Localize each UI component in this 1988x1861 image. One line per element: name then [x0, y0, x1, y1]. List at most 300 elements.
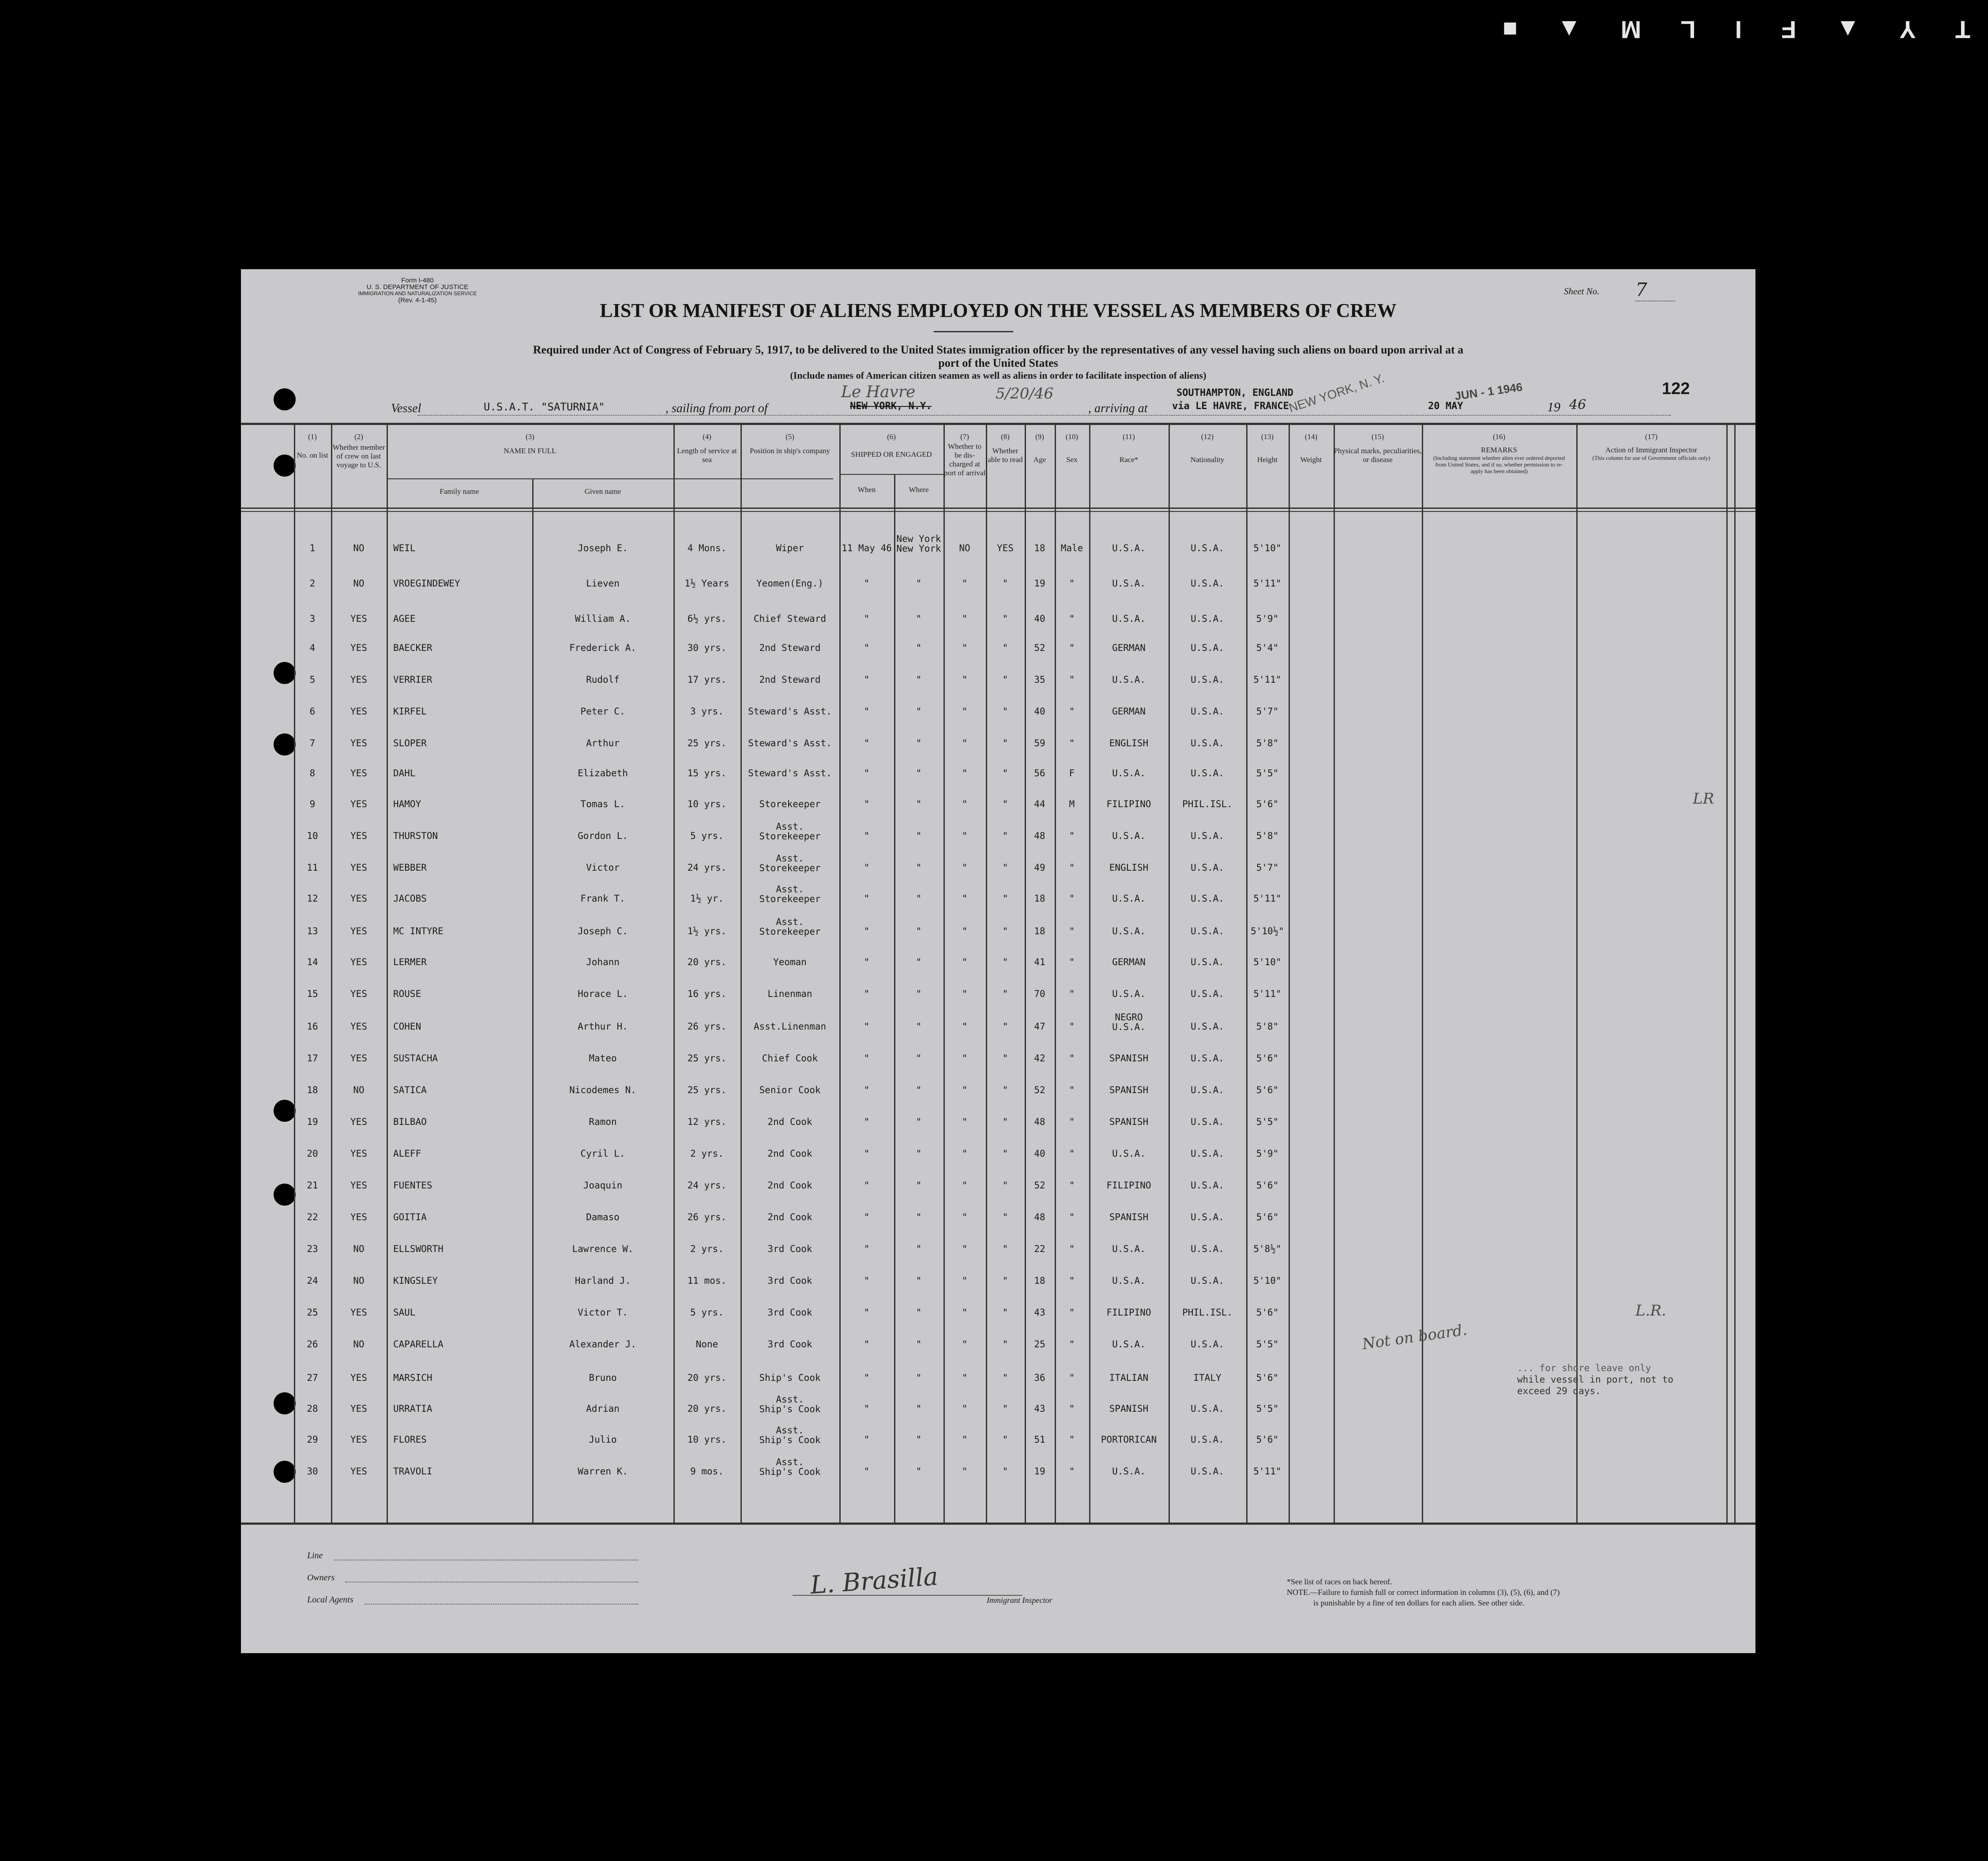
cell-sex: " [1069, 1403, 1075, 1414]
cell-last: YES [350, 1180, 367, 1191]
cell-family: DAHL [393, 768, 416, 778]
binder-hole [274, 662, 296, 684]
cell-position: 2nd Cook [767, 1180, 812, 1191]
cell-position: Yeoman [773, 957, 807, 967]
cell-family: THURSTON [393, 831, 438, 841]
cell-no: 5 [309, 674, 316, 685]
cell-when: " [864, 1117, 870, 1127]
cell-service: 20 yrs. [687, 1372, 727, 1383]
column-divider [1289, 424, 1290, 1523]
cell-no: 7 [309, 738, 316, 748]
cell-last: YES [350, 643, 367, 653]
cell-read: " [1002, 957, 1008, 967]
cell-where: " [916, 893, 922, 904]
form-revision: (Rev. 4-1-45) [398, 297, 437, 304]
col-12-number: (12) [1201, 432, 1214, 441]
cell-no: 4 [309, 643, 316, 653]
cell-sex: " [1069, 1339, 1075, 1350]
cell-nationality: U.S.A. [1191, 1085, 1224, 1095]
cell-read: " [1002, 862, 1008, 873]
cell-when: " [864, 1212, 870, 1222]
cell-family: KIRFEL [393, 706, 427, 717]
cell-given: Damaso [586, 1212, 620, 1222]
film-marker: T [1955, 16, 1970, 44]
cell-last: YES [350, 706, 367, 717]
cell-position: Storekeeper [759, 799, 821, 809]
inspector-label: Immigrant Inspector [987, 1596, 1052, 1605]
cell-position: Steward's Asst. [748, 738, 832, 748]
cell-sex: F [1069, 768, 1075, 778]
cell-discharged: " [962, 957, 968, 967]
cell-age: 48 [1034, 1117, 1045, 1127]
cell-where: " [916, 1053, 922, 1064]
col-2-number: (2) [354, 432, 363, 441]
cell-read: " [1002, 831, 1008, 841]
agents-label: Local Agents [307, 1595, 353, 1605]
cell-family: URRATIA [393, 1403, 432, 1414]
cell-discharged: " [962, 1021, 968, 1032]
col-7-label: Whether to be dis- charged at port of arrival [943, 442, 986, 477]
cell-service: 20 yrs. [687, 1403, 727, 1414]
col-16-sublabel: (Including statement whether alien ever ordered deported from United States, and if so, whether permission to re-apply has been obtained) [1433, 455, 1565, 474]
col-15-header [1334, 432, 1422, 464]
cell-no: 25 [307, 1307, 318, 1318]
remark-line-1: ... for shore leave only [1517, 1363, 1651, 1373]
cell-last: NO [353, 1339, 365, 1350]
col-10-label: Sex [1066, 455, 1078, 464]
cell-nationality: U.S.A. [1191, 738, 1224, 748]
col-5-header [740, 432, 839, 455]
cell-height: 5'6" [1256, 1053, 1279, 1064]
cell-read: " [1002, 1275, 1008, 1286]
col-13-label: Height [1257, 455, 1278, 464]
cell-last: NO [353, 543, 365, 553]
cell-when: " [864, 1021, 870, 1032]
cell-nationality: U.S.A. [1191, 578, 1224, 589]
cell-when: " [864, 613, 870, 624]
form-subtitle-2: port of the United States [938, 357, 1058, 369]
cell-no: 23 [307, 1244, 318, 1254]
col-15-number: (15) [1371, 432, 1384, 441]
cell-service: 1½ yrs. [687, 926, 727, 936]
cell-last: YES [350, 1053, 367, 1064]
cell-position: Chief Cook [762, 1053, 818, 1064]
cell-race: SPANISH [1109, 1403, 1149, 1414]
cell-discharged: " [962, 1180, 968, 1191]
cell-where: " [916, 578, 922, 589]
cell-when: " [864, 1372, 870, 1383]
cell-where: " [916, 1180, 922, 1191]
cell-age: 22 [1034, 1244, 1045, 1254]
cell-sex: " [1069, 1307, 1075, 1318]
cell-race: U.S.A. [1112, 831, 1146, 841]
cell-race: SPANISH [1109, 1085, 1149, 1095]
cell-when: " [864, 989, 870, 999]
cell-race: GERMAN [1112, 643, 1146, 653]
cell-when: " [864, 831, 870, 841]
cell-no: 18 [307, 1085, 318, 1095]
cell-last: YES [350, 862, 367, 873]
cell-no: 6 [309, 706, 316, 717]
cell-position: 3rd Cook [767, 1244, 812, 1254]
cell-height: 5'11" [1253, 989, 1281, 999]
vessel-line-rule [417, 415, 1671, 416]
cell-nationality: PHIL.ISL. [1182, 1307, 1233, 1318]
cell-discharged: " [962, 1053, 968, 1064]
cell-position: Asst. Ship's Cook [759, 1394, 821, 1414]
sailing-date-handwritten: 5/20/46 [996, 385, 1054, 402]
form-subtitle-1: Required under Act of Congress of February 5, 1917, to be delivered to the United States immigration officer by the representatives of any vessel having such aliens on board upon arrival at a [533, 343, 1464, 356]
family-name-header: Family name [440, 487, 479, 496]
footer-note-3: is punishable by a fine of ten dollars for each alien. See other side. [1313, 1598, 1525, 1607]
cell-when: " [864, 1434, 870, 1445]
cell-last: YES [350, 768, 367, 778]
cell-last: YES [350, 799, 367, 809]
col-8-label: Whether able to read [988, 447, 1023, 464]
col-14-header [1289, 432, 1334, 464]
cell-nationality: U.S.A. [1191, 1403, 1224, 1414]
cell-discharged: " [962, 643, 968, 653]
cell-nationality: U.S.A. [1191, 643, 1224, 653]
cell-position: Asst. Storekeeper [759, 821, 821, 842]
cell-discharged: " [962, 1372, 968, 1383]
cell-family: SLOPER [393, 738, 427, 748]
cell-age: 18 [1034, 926, 1045, 936]
cell-nationality: U.S.A. [1191, 1148, 1224, 1159]
manifest-sheet [241, 269, 1755, 1653]
cell-nationality: U.S.A. [1191, 926, 1224, 936]
cell-sex: " [1069, 643, 1075, 653]
cell-height: 5'8" [1256, 831, 1279, 841]
binder-hole [274, 1392, 296, 1414]
cell-no: 26 [307, 1339, 318, 1350]
cell-last: NO [353, 1085, 365, 1095]
col-13-header [1246, 432, 1289, 464]
cell-where: " [916, 1339, 922, 1350]
cell-family: WEIL [393, 543, 416, 553]
cell-sex: " [1069, 674, 1075, 685]
cell-position: Linenman [767, 989, 812, 999]
cell-height: 5'10" [1253, 1275, 1281, 1286]
cell-where: " [916, 1085, 922, 1095]
cell-sex: " [1069, 1466, 1075, 1477]
cell-read: " [1002, 1148, 1008, 1159]
cell-discharged: " [962, 768, 968, 778]
cell-nationality: U.S.A. [1191, 674, 1224, 685]
cell-service: 1½ yr. [690, 893, 724, 904]
cell-read: " [1002, 799, 1008, 809]
cell-last: YES [350, 1372, 367, 1383]
cell-nationality: U.S.A. [1191, 1275, 1224, 1286]
cell-given: Peter C. [580, 706, 625, 717]
cell-nationality: U.S.A. [1191, 1434, 1224, 1445]
cell-height: 5'8½" [1253, 1244, 1281, 1254]
cell-sex: " [1069, 1085, 1075, 1095]
arriving-label: , arriving at [1088, 402, 1148, 415]
cell-race: ITALIAN [1109, 1372, 1149, 1383]
page-number: 122 [1662, 380, 1690, 398]
cell-given: Adrian [586, 1403, 620, 1414]
cell-where: " [916, 1307, 922, 1318]
cell-age: 52 [1034, 1180, 1045, 1191]
cell-sex: " [1069, 1148, 1075, 1159]
film-strip-markers [1503, 12, 1970, 48]
col-4-number: (4) [703, 432, 711, 441]
cell-race: FILIPINO [1106, 1307, 1151, 1318]
cell-position: Asst. Ship's Cook [759, 1425, 821, 1445]
cell-age: 18 [1034, 1275, 1045, 1286]
cell-where: " [916, 1372, 922, 1383]
col-11-header [1089, 432, 1169, 464]
cell-discharged: " [962, 989, 968, 999]
cell-nationality: ITALY [1193, 1372, 1221, 1383]
cell-given: Johann [586, 957, 620, 967]
cell-read: " [1002, 674, 1008, 685]
cell-family: FUENTES [393, 1180, 432, 1191]
cell-read: " [1002, 613, 1008, 624]
col-12-label: Nationality [1190, 455, 1225, 464]
cell-discharged: " [962, 862, 968, 873]
col-4-label: Length of service at sea [677, 447, 737, 464]
header-bottom-border [241, 508, 1755, 509]
cell-given: Victor T. [578, 1307, 628, 1318]
footer-note-2: NOTE.—Failure to furnish full or correct information in columns (3), (5), (6), and (7) [1287, 1588, 1560, 1597]
cell-when: " [864, 799, 870, 809]
cell-position: Chief Steward [753, 613, 827, 624]
cell-family: ELLSWORTH [393, 1244, 443, 1254]
cell-age: 40 [1034, 1148, 1045, 1159]
film-marker: ▲ [1557, 16, 1582, 44]
cell-race: U.S.A. [1112, 1466, 1146, 1477]
cell-when: " [864, 862, 870, 873]
cell-given: Mateo [589, 1053, 617, 1064]
col-3-number: (3) [526, 432, 534, 441]
cell-age: 41 [1034, 957, 1045, 967]
cell-given: Harland J. [575, 1275, 631, 1286]
cell-sex: " [1069, 578, 1075, 589]
cell-read: " [1002, 738, 1008, 748]
cell-position: Asst. Storekeeper [759, 917, 821, 937]
cell-no: 3 [309, 613, 316, 624]
cell-where: " [916, 1434, 922, 1445]
col-6-header [839, 432, 943, 459]
cell-read: " [1002, 578, 1008, 589]
cell-position: Steward's Asst. [748, 768, 832, 778]
footer-note-1: *See list of races on back hereof. [1287, 1577, 1392, 1586]
cell-height: 5'6" [1256, 799, 1279, 809]
cell-sex: " [1069, 1275, 1075, 1286]
cell-where: " [916, 799, 922, 809]
cell-given: Warren K. [578, 1466, 628, 1477]
cell-when: " [864, 957, 870, 967]
cell-given: Lieven [586, 578, 620, 589]
col-3-label: NAME IN FULL [504, 447, 556, 455]
cell-last: YES [350, 1403, 367, 1414]
col-10-number: (10) [1065, 432, 1079, 441]
cell-last: YES [350, 831, 367, 841]
binder-hole [274, 1461, 296, 1483]
cell-nationality: U.S.A. [1191, 1180, 1224, 1191]
cell-service: 24 yrs. [687, 862, 727, 873]
cell-height: 5'10½" [1251, 926, 1284, 936]
cell-age: 59 [1034, 738, 1045, 748]
not-on-board-note: Not on board. [1361, 1321, 1468, 1353]
cell-race: U.S.A. [1112, 768, 1146, 778]
cell-age: 36 [1034, 1372, 1045, 1383]
cell-race: U.S.A. [1112, 893, 1146, 904]
cell-family: SATICA [393, 1085, 427, 1095]
cell-nationality: U.S.A. [1191, 989, 1224, 999]
binder-hole [274, 1184, 296, 1206]
cell-service: 6½ yrs. [687, 613, 727, 624]
inspector-initials-row-9: LR [1693, 790, 1714, 808]
binder-hole [274, 1100, 296, 1122]
cell-race: GERMAN [1112, 706, 1146, 717]
cell-sex: " [1069, 1053, 1075, 1064]
cell-no: 30 [307, 1466, 318, 1477]
year-prefix: 19 [1547, 400, 1560, 414]
cell-no: 24 [307, 1275, 318, 1286]
cell-position: Senior Cook [759, 1085, 821, 1095]
cell-height: 5'9" [1256, 613, 1279, 624]
cell-service: 24 yrs. [687, 1180, 727, 1191]
cell-height: 5'5" [1256, 768, 1279, 778]
col-11-number: (11) [1123, 432, 1135, 441]
cell-where: " [916, 706, 922, 717]
cell-where: " [916, 1021, 922, 1032]
cell-when: " [864, 1148, 870, 1159]
cell-last: YES [350, 1212, 367, 1222]
cell-family: FLORES [393, 1434, 427, 1445]
col-17-number: (17) [1645, 432, 1658, 441]
cell-given: Arthur H. [578, 1021, 628, 1032]
sheet-number: 7 [1635, 279, 1675, 301]
cell-where: " [916, 957, 922, 967]
cell-sex: " [1069, 926, 1075, 936]
cell-nationality: U.S.A. [1191, 862, 1224, 873]
cell-sex: " [1069, 989, 1075, 999]
film-marker: Y [1899, 16, 1916, 44]
cell-no: 21 [307, 1180, 318, 1191]
cell-when: " [864, 1085, 870, 1095]
cell-no: 9 [309, 799, 316, 809]
cell-no: 19 [307, 1117, 318, 1127]
col-16-header [1422, 432, 1576, 474]
cell-service: 25 yrs. [687, 1085, 727, 1095]
col-11-label: Race* [1119, 455, 1139, 464]
cell-family: KINGSLEY [393, 1275, 438, 1286]
col-17-header [1576, 432, 1726, 461]
cell-height: 5'5" [1256, 1117, 1279, 1127]
cell-discharged: " [962, 613, 968, 624]
cell-race: U.S.A. [1112, 543, 1146, 553]
cell-given: Horace L. [578, 989, 628, 999]
cell-height: 5'11" [1253, 578, 1281, 589]
cell-race: U.S.A. [1112, 578, 1146, 589]
cell-when: " [864, 1180, 870, 1191]
cell-where: New York New York [896, 534, 941, 554]
cell-age: 43 [1034, 1403, 1045, 1414]
cell-age: 52 [1034, 643, 1045, 653]
cell-position: Steward's Asst. [748, 706, 832, 717]
cell-discharged: " [962, 1339, 968, 1350]
col-12-header [1169, 432, 1246, 464]
cell-height: 5'9" [1256, 1148, 1279, 1159]
cell-discharged: " [962, 893, 968, 904]
cell-discharged: " [962, 738, 968, 748]
cell-where: " [916, 1212, 922, 1222]
cell-where: " [916, 1275, 922, 1286]
cell-service: 25 yrs. [687, 738, 727, 748]
cell-nationality: U.S.A. [1191, 613, 1224, 624]
cell-no: 14 [307, 957, 318, 967]
cell-age: 48 [1034, 1212, 1045, 1222]
cell-race: ENGLISH [1109, 738, 1149, 748]
cell-last: YES [350, 1434, 367, 1445]
cell-discharged: " [962, 1307, 968, 1318]
shipped-where-header: Where [909, 485, 929, 494]
cell-when: " [864, 1339, 870, 1350]
cell-nationality: U.S.A. [1191, 957, 1224, 967]
cell-age: 70 [1034, 989, 1045, 999]
cell-read: " [1002, 1021, 1008, 1032]
cell-age: 18 [1034, 893, 1045, 904]
cell-age: 49 [1034, 862, 1045, 873]
cell-nationality: U.S.A. [1191, 1212, 1224, 1222]
cell-sex: " [1069, 893, 1075, 904]
cell-read: " [1002, 1372, 1008, 1383]
year-suffix: 46 [1569, 397, 1586, 413]
cell-no: 17 [307, 1053, 318, 1064]
cell-last: YES [350, 1466, 367, 1477]
cell-family: ALEFF [393, 1148, 421, 1159]
col-7-number: (7) [960, 432, 969, 441]
cell-family: TRAVOLI [393, 1466, 432, 1477]
cell-service: 3 yrs. [690, 706, 724, 717]
col-14-number: (14) [1304, 432, 1318, 441]
col-2-label: Whether member of crew on last voyage to U.S. [332, 443, 385, 469]
film-marker: ▲ [1835, 16, 1860, 44]
cell-age: 18 [1034, 543, 1045, 553]
cell-where: " [916, 674, 922, 685]
cell-when: " [864, 1403, 870, 1414]
cell-discharged: " [962, 1275, 968, 1286]
cell-where: " [916, 1466, 922, 1477]
table-top-border [241, 423, 1755, 425]
col-1-number: (1) [308, 432, 317, 441]
cell-age: 44 [1034, 799, 1045, 809]
cell-where: " [916, 613, 922, 624]
cell-sex: " [1069, 613, 1075, 624]
cell-race: U.S.A. [1112, 1148, 1146, 1159]
cell-race: U.S.A. [1112, 1244, 1146, 1254]
col-9-header [1025, 432, 1055, 464]
column-divider [1576, 424, 1578, 1523]
cell-no: 27 [307, 1372, 318, 1383]
cell-last: YES [350, 1148, 367, 1159]
cell-service: 5 yrs. [690, 831, 724, 841]
cell-read: YES [997, 543, 1014, 553]
cell-nationality: U.S.A. [1191, 1053, 1224, 1064]
cell-read: " [1002, 1085, 1008, 1095]
cell-given: Tomas L. [580, 799, 625, 809]
owners-label: Owners [307, 1573, 335, 1583]
col-8-header [986, 432, 1025, 464]
cell-read: " [1002, 643, 1008, 653]
cell-no: 22 [307, 1212, 318, 1222]
cell-sex: " [1069, 1212, 1075, 1222]
cell-last: YES [350, 1307, 367, 1318]
